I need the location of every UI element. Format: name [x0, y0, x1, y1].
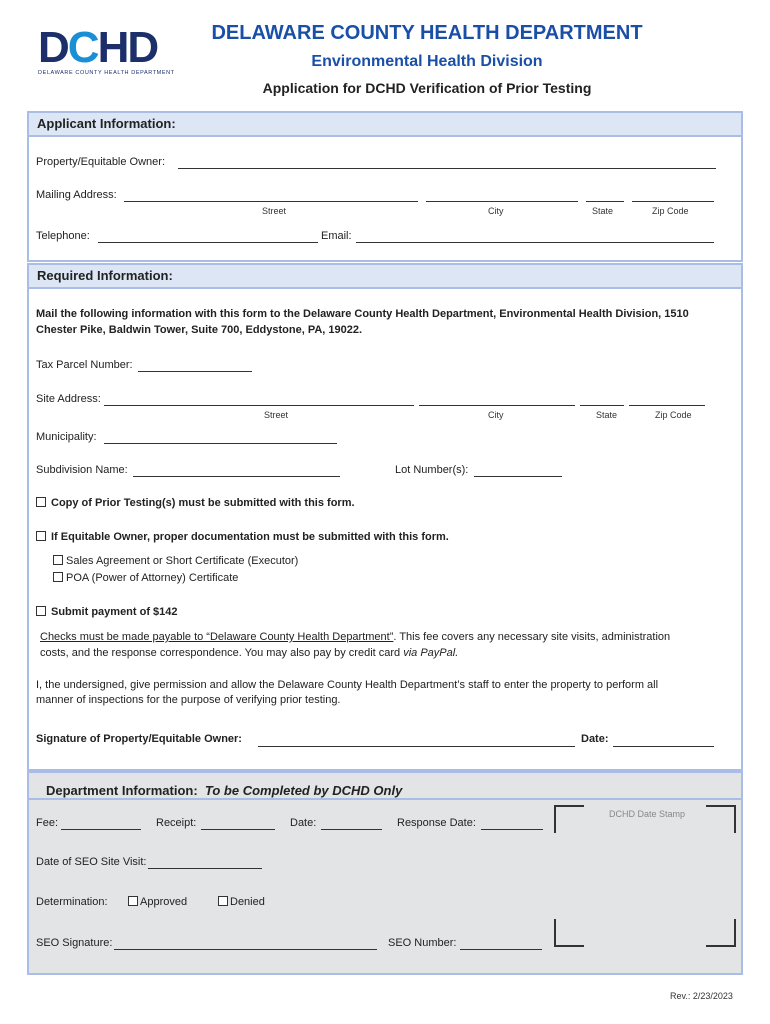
tax-parcel-label: Tax Parcel Number:	[36, 359, 133, 371]
receipt-field[interactable]	[201, 828, 275, 830]
owner-field[interactable]	[178, 167, 716, 169]
fee-label: Fee:	[36, 817, 59, 829]
lot-label: Lot Number(s):	[395, 464, 469, 476]
payment-note-line2: costs, and the response correspondence. You may also pay by credit card via PayPal.	[40, 647, 459, 659]
signature-label: Signature of Property/Equitable Owner:	[36, 733, 242, 745]
site-state-caption: State	[596, 410, 618, 420]
mail-instructions-line1: Mail the following information with this form to the Delaware County Health Department, Environmental Health Division, 1510	[36, 308, 689, 320]
equitable-owner-checkbox[interactable]	[36, 531, 46, 541]
copy-testing-item[interactable]: Copy of Prior Testing(s) must be submitted with this form.	[36, 497, 355, 509]
mailing-zip-caption: Zip Code	[652, 206, 689, 216]
mailing-state-caption: State	[592, 206, 614, 216]
telephone-label: Telephone:	[36, 230, 90, 242]
mailing-label: Mailing Address:	[36, 189, 117, 201]
seo-visit-label: Date of SEO Site Visit:	[36, 856, 147, 868]
sales-agreement-item[interactable]: Sales Agreement or Short Certificate (Executor)	[53, 555, 298, 567]
site-zip-caption: Zip Code	[655, 410, 692, 420]
required-section-header: Required Information:	[27, 263, 743, 289]
site-state-field[interactable]	[580, 404, 624, 406]
logo-subtitle: DELAWARE COUNTY HEALTH DEPARTMENT	[38, 70, 175, 76]
approved-item[interactable]: Approved	[128, 896, 187, 908]
lot-field[interactable]	[474, 475, 562, 477]
site-street-caption: Street	[264, 410, 289, 420]
seo-signature-label: SEO Signature:	[36, 937, 113, 949]
mailing-state-field[interactable]	[586, 200, 624, 202]
equitable-owner-item[interactable]: If Equitable Owner, proper documentation must be submitted with this form.	[36, 531, 449, 543]
site-city-field[interactable]	[419, 404, 575, 406]
mailing-street-field[interactable]	[124, 200, 418, 202]
response-date-label: Response Date:	[397, 817, 476, 829]
site-address-label: Site Address:	[36, 393, 101, 405]
stamp-corner-top-right	[706, 805, 736, 833]
mailing-city-field[interactable]	[426, 200, 578, 202]
mailing-street-caption: Street	[262, 206, 287, 216]
copy-testing-checkbox[interactable]	[36, 497, 46, 507]
seo-visit-field[interactable]	[148, 867, 262, 869]
owner-date-label: Date:	[581, 733, 609, 745]
permission-line1: I, the undersigned, give permission and allow the Delaware County Health Department’s staff to enter the property to perform all	[36, 679, 659, 691]
poa-item[interactable]: POA (Power of Attorney) Certificate	[53, 572, 238, 584]
tax-parcel-field[interactable]	[138, 370, 252, 372]
mail-instructions-line2: Chester Pike, Baldwin Tower, Suite 700, Eddystone, PA, 19022.	[36, 324, 363, 336]
mailing-zip-field[interactable]	[632, 200, 714, 202]
determination-label: Determination:	[36, 896, 108, 908]
denied-checkbox[interactable]	[218, 896, 228, 906]
stamp-corner-bottom-right	[706, 919, 736, 947]
department-section-header: Department Information: To be Completed by DCHD Only	[46, 783, 403, 798]
revision-date: Rev.: 2/23/2023	[670, 991, 733, 1001]
logo-wordmark: DCHD	[38, 23, 158, 72]
approved-checkbox[interactable]	[128, 896, 138, 906]
seo-number-label: SEO Number:	[388, 937, 457, 949]
department-divider	[29, 798, 741, 800]
site-zip-field[interactable]	[629, 404, 705, 406]
municipality-field[interactable]	[104, 442, 337, 444]
payment-item[interactable]: Submit payment of $142	[36, 606, 178, 618]
email-label: Email:	[321, 230, 352, 242]
subdivision-field[interactable]	[133, 475, 340, 477]
telephone-field[interactable]	[98, 241, 318, 243]
org-title: DELAWARE COUNTY HEALTH DEPARTMENT	[211, 22, 643, 44]
site-street-field[interactable]	[104, 404, 414, 406]
payment-checkbox[interactable]	[36, 606, 46, 616]
fee-field[interactable]	[61, 828, 141, 830]
dept-date-field[interactable]	[321, 828, 382, 830]
stamp-corner-bottom-left	[554, 919, 584, 947]
email-field[interactable]	[356, 241, 714, 243]
municipality-label: Municipality:	[36, 431, 97, 443]
receipt-label: Receipt:	[156, 817, 197, 829]
poa-checkbox[interactable]	[53, 572, 63, 582]
site-city-caption: City	[488, 410, 504, 420]
payment-note-line1: Checks must be made payable to “Delaware County Health Department”. This fee covers any necessary site visits, administration	[40, 631, 671, 643]
sales-agreement-checkbox[interactable]	[53, 555, 63, 565]
owner-label: Property/Equitable Owner:	[36, 156, 166, 168]
seo-signature-field[interactable]	[114, 948, 377, 950]
form-title: Application for DCHD Verification of Prior Testing	[262, 80, 592, 96]
stamp-label: DCHD Date Stamp	[609, 809, 686, 819]
division-title: Environmental Health Division	[311, 53, 543, 70]
stamp-corner-top-left	[554, 805, 584, 833]
subdivision-label: Subdivision Name:	[36, 464, 128, 476]
dept-date-label: Date:	[290, 817, 317, 829]
mailing-city-caption: City	[488, 206, 504, 216]
response-date-field[interactable]	[481, 828, 543, 830]
date-stamp-area	[554, 805, 736, 947]
owner-date-field[interactable]	[613, 745, 714, 747]
denied-item[interactable]: Denied	[218, 896, 265, 908]
applicant-section-header: Applicant Information:	[27, 111, 743, 137]
permission-line2: manner of inspections for the purpose of verifying prior testing.	[36, 694, 341, 706]
seo-number-field[interactable]	[460, 948, 542, 950]
owner-signature-field[interactable]	[258, 745, 575, 747]
